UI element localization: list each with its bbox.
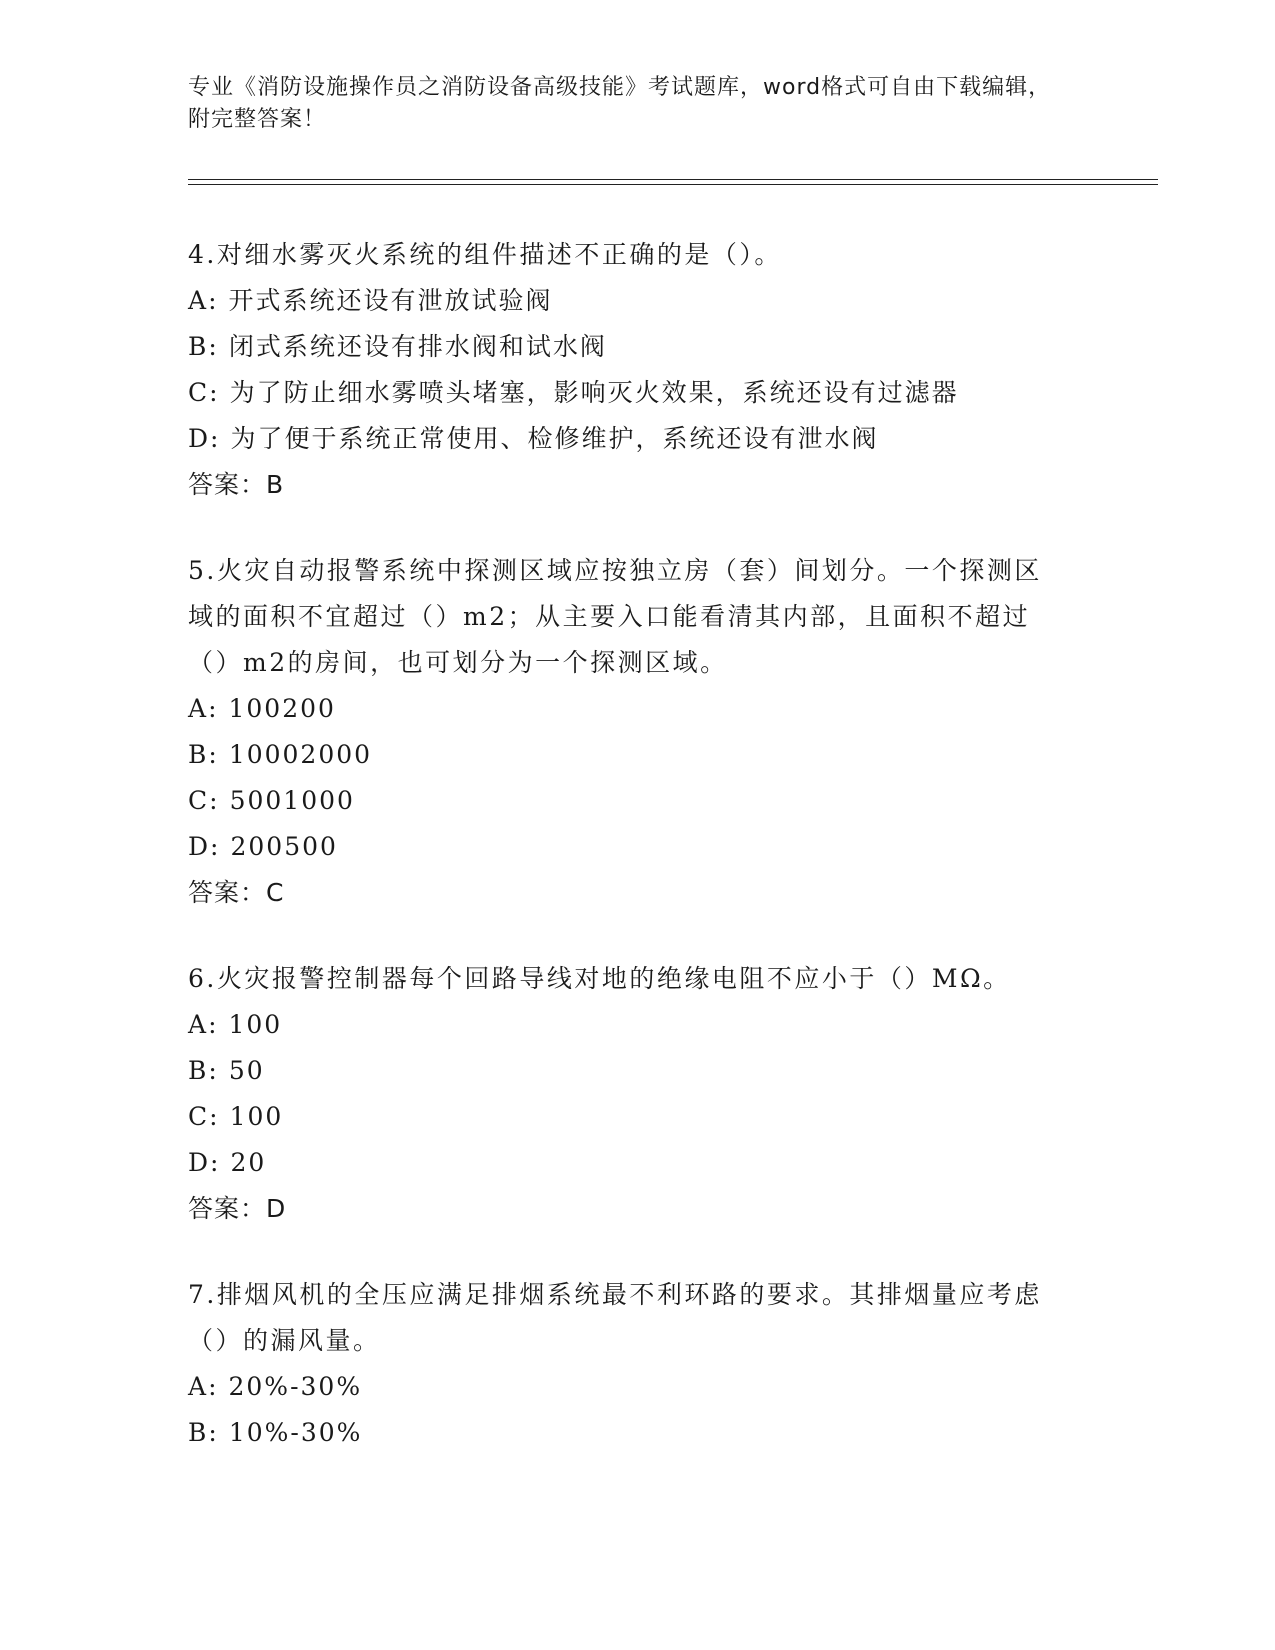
option-key: C <box>188 786 210 815</box>
option-key: B <box>188 740 209 769</box>
document-header <box>188 72 1068 136</box>
option-a: A: 开式系统还设有泄放试验阀 <box>188 278 1068 324</box>
option-b: B: 10%-30% <box>188 1410 1068 1456</box>
question-list <box>188 232 1068 1496</box>
answer-line: 答案：B <box>188 470 285 499</box>
question-text: 4.对细水雾灭火系统的组件描述不正确的是（）。 <box>188 240 782 269</box>
option-value: 为了便于系统正常使用、检修维护，系统还设有泄水阀 <box>230 424 879 453</box>
option-value: 10002000 <box>228 740 373 769</box>
question-text: 6.火灾报警控制器每个回路导线对地的绝缘电阻不应小于（）MΩ。 <box>188 964 1011 993</box>
header-intro-text: 专业《消防设施操作员之消防设备高级技能》考试题库，word格式可自由下载编辑，附完整答案！ <box>188 75 1052 132</box>
option-value: 为了防止细水雾喷头堵塞，影响灭火效果，系统还设有过滤器 <box>229 378 959 407</box>
answer-line: 答案：D <box>188 1194 287 1223</box>
option-value: 开式系统还设有泄放试验阀 <box>228 286 553 315</box>
option-d: D: 20 <box>188 1140 1068 1186</box>
option-value: 100 <box>228 1010 283 1039</box>
option-value: 100 <box>229 1102 284 1131</box>
option-key: C <box>188 378 210 407</box>
option-key: A <box>188 694 209 723</box>
option-c: C: 5001000 <box>188 778 1068 824</box>
option-key: D <box>188 424 211 453</box>
option-value: 闭式系统还设有排水阀和试水阀 <box>228 332 607 361</box>
option-value: 20%-30% <box>228 1372 363 1401</box>
option-d: D: 为了便于系统正常使用、检修维护，系统还设有泄水阀 <box>188 416 1068 462</box>
question-item <box>188 1272 1068 1456</box>
option-value: 100200 <box>228 694 336 723</box>
header-divider-bottom <box>188 184 1158 185</box>
option-key: B <box>188 1418 209 1447</box>
option-key: B <box>188 332 209 361</box>
option-key: D <box>188 832 211 861</box>
option-key: A <box>188 1372 209 1401</box>
option-key: C <box>188 1102 210 1131</box>
option-key: D <box>188 1148 211 1177</box>
question-item <box>188 956 1068 1232</box>
option-a: A: 100 <box>188 1002 1068 1048</box>
option-d: D: 200500 <box>188 824 1068 870</box>
option-value: 20 <box>230 1148 267 1177</box>
question-text: 7.排烟风机的全压应满足排烟系统最不利环路的要求。其排烟量应考虑（）的漏风量。 <box>188 1280 1042 1355</box>
option-key: A <box>188 1010 209 1039</box>
option-c: C: 100 <box>188 1094 1068 1140</box>
question-item <box>188 548 1068 916</box>
option-b: B: 10002000 <box>188 732 1068 778</box>
option-b: B: 50 <box>188 1048 1068 1094</box>
option-key: A <box>188 286 209 315</box>
answer-line: 答案：C <box>188 878 285 907</box>
option-a: A: 100200 <box>188 686 1068 732</box>
option-value: 10%-30% <box>228 1418 363 1447</box>
option-b: B: 闭式系统还设有排水阀和试水阀 <box>188 324 1068 370</box>
option-value: 50 <box>228 1056 265 1085</box>
option-a: A: 20%-30% <box>188 1364 1068 1410</box>
option-key: B <box>188 1056 209 1085</box>
option-c: C: 为了防止细水雾喷头堵塞，影响灭火效果，系统还设有过滤器 <box>188 370 1068 416</box>
header-divider-top <box>188 179 1158 180</box>
option-value: 200500 <box>230 832 338 861</box>
option-value: 5001000 <box>229 786 355 815</box>
question-text: 5.火灾自动报警系统中探测区域应按独立房（套）间划分。一个探测区域的面积不宜超过（）m2；从主要入口能看清其内部，且面积不超过（）m2的房间，也可划分为一个探测区域。 <box>188 556 1042 677</box>
question-item <box>188 232 1068 508</box>
